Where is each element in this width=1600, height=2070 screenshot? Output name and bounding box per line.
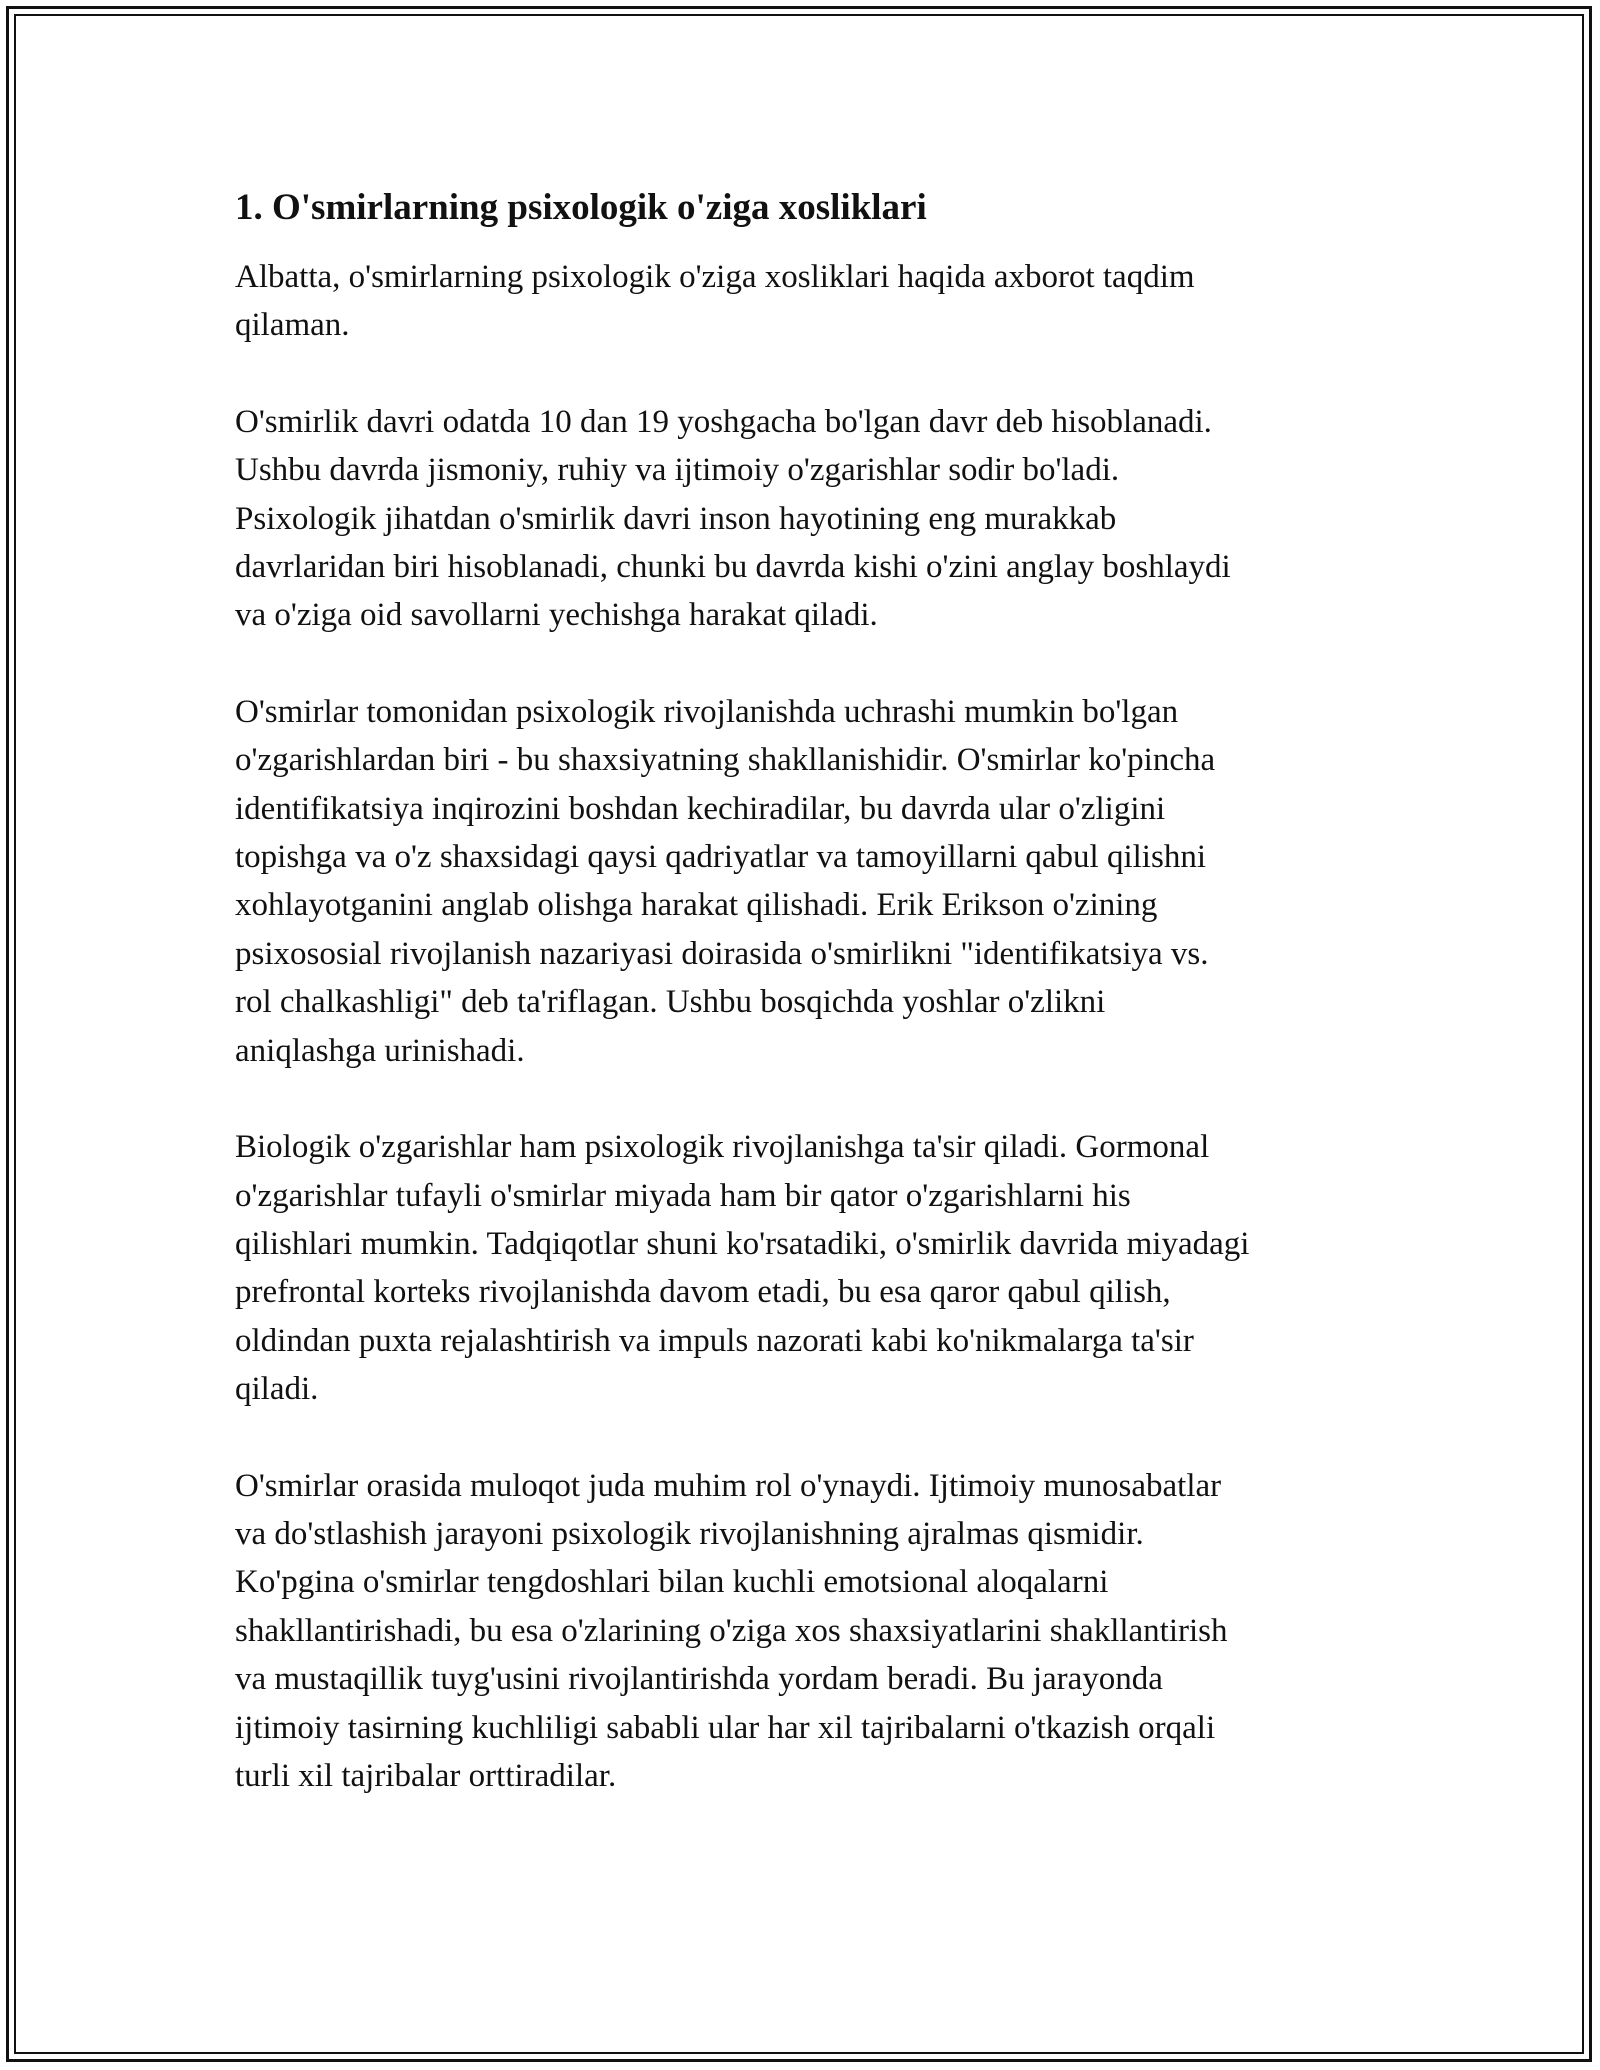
text-line: Albatta, o'smirlarning psixologik o'ziga xosliklari haqida axborot taqdim — [235, 259, 1195, 295]
paragraph-intro — [235, 253, 1375, 350]
text-line: Psixologik jihatdan o'smirlik davri inson hayotining eng murakkab — [235, 500, 1117, 537]
text-line: psixososial rivojlanish nazariyasi doirasida o'smirlikni "identifikatsiya vs. — [235, 935, 1209, 972]
document-body — [235, 185, 1375, 1848]
text-line: xohlayotganini anglab olishga harakat qilishadi. Erik Erikson o'zining — [235, 887, 1158, 924]
paragraph-identity — [235, 688, 1375, 1075]
text-line: ijtimoiy tasirning kuchliligi sababli ular har xil tajribalarni o'tkazish orqali — [235, 1709, 1216, 1746]
text-line: Biologik o'zgarishlar ham psixologik rivojlanishga ta'sir qiladi. Gormonal — [235, 1129, 1210, 1166]
text-line: qilishlari mumkin. Tadqiqotlar shuni ko'rsatadiki, o'smirlik davrida miyadagi — [235, 1225, 1250, 1262]
text-line: oldindan puxta rejalashtirish va impuls nazorati kabi ko'nikmalarga ta'sir — [235, 1322, 1194, 1359]
text-line: qilaman. — [235, 307, 350, 344]
text-line: Ushbu davrda jismoniy, ruhiy va ijtimoiy o'zgarishlar sodir bo'ladi. — [235, 452, 1120, 489]
paragraph-adolescence-period — [235, 398, 1375, 640]
text-line: va o'ziga oid savollarni yechishga harakat qiladi. — [235, 597, 878, 634]
text-line: davrlaridan biri hisoblanadi, chunki bu davrda kishi o'zini anglay boshlaydi — [235, 549, 1231, 586]
text-line: O'smirlar tomonidan psixologik rivojlanishda uchrashi mumkin bo'lgan — [235, 693, 1179, 730]
text-line: o'zgarishlar tufayli o'smirlar miyada ham bir qator o'zgarishlarni his — [235, 1177, 1131, 1214]
text-line: O'smirlar orasida muloqot juda muhim rol o'ynaydi. Ijtimoiy munosabatlar — [235, 1467, 1222, 1504]
text-line: identifikatsiya inqirozini boshdan kechiradilar, bu davrda ular o'zligini — [235, 790, 1166, 827]
paragraph-biological — [235, 1123, 1375, 1413]
text-line: prefrontal korteks rivojlanishda davom etadi, bu esa qaror qabul qilish, — [235, 1274, 1171, 1311]
text-line: rol chalkashligi" deb ta'riflagan. Ushbu bosqichda yoshlar o'zlikni — [235, 984, 1106, 1021]
section-heading: 1. O'smirlarning psixologik o'ziga xosliklari — [235, 187, 927, 228]
text-line: va do'stlashish jarayoni psixologik rivojlanishning ajralmas qismidir. — [235, 1515, 1144, 1552]
text-line: shakllantirishadi, bu esa o'zlarining o'ziga xos shaxsiyatlarini shakllantirish — [235, 1612, 1228, 1649]
text-line: topishga va o'z shaxsidagi qaysi qadriyatlar va tamoyillarni qabul qilishni — [235, 839, 1206, 876]
text-line: turli xil tajribalar orttiradilar. — [235, 1757, 617, 1794]
text-line: o'zgarishlardan biri - bu shaxsiyatning shakllanishidir. O'smirlar ko'pincha — [235, 742, 1216, 779]
text-line: qiladi. — [235, 1371, 319, 1408]
text-line: aniqlashga urinishadi. — [235, 1032, 525, 1069]
text-line: Ko'pgina o'smirlar tengdoshlari bilan kuchli emotsional aloqalarni — [235, 1564, 1109, 1601]
text-line: va mustaqillik tuyg'usini rivojlantirishda yordam beradi. Bu jarayonda — [235, 1661, 1163, 1698]
paragraph-social — [235, 1462, 1375, 1801]
text-line: O'smirlik davri odatda 10 dan 19 yoshgacha bo'lgan davr deb hisoblanadi. — [235, 403, 1212, 440]
